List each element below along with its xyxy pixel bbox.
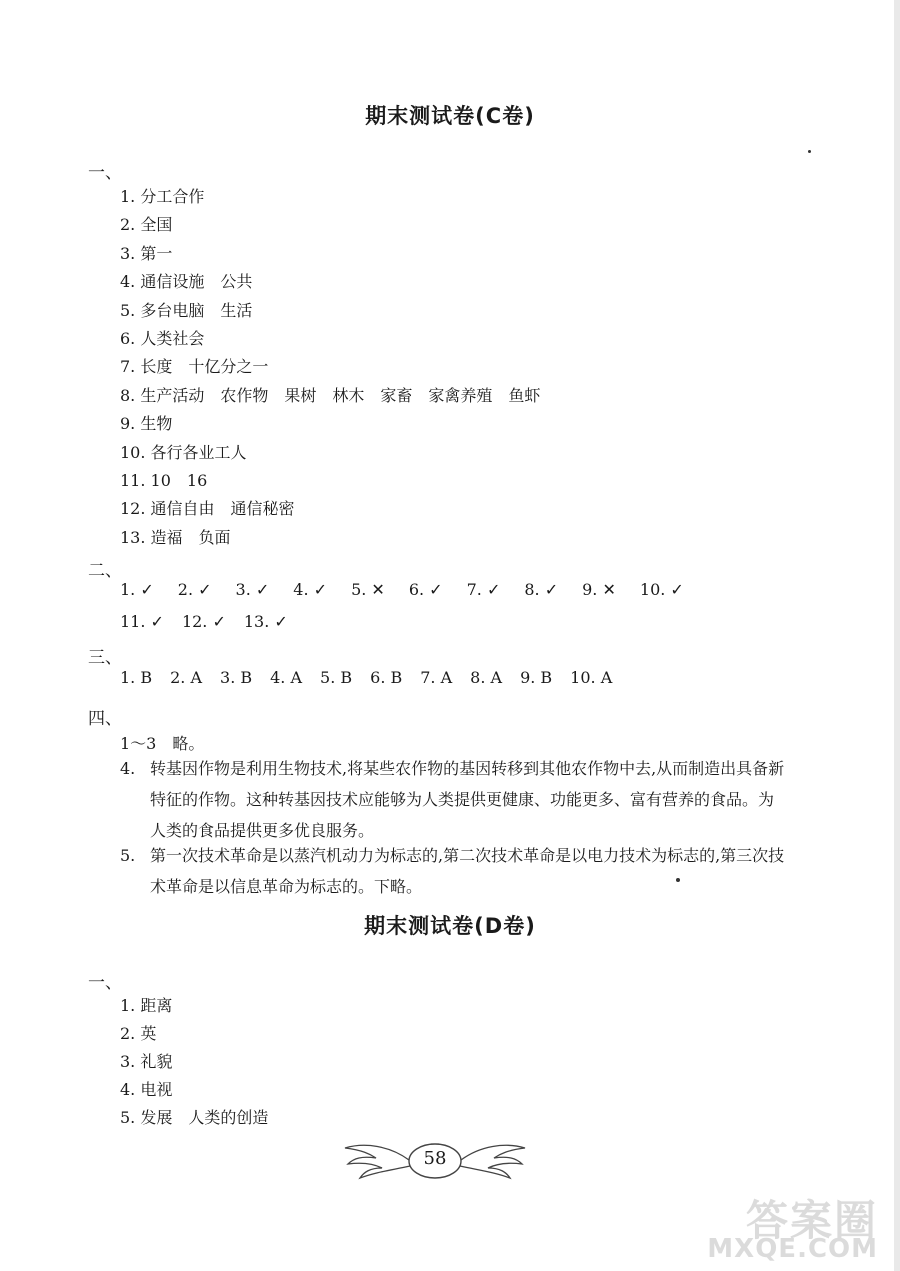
true-false-answer: 3. ✓ — [235, 580, 270, 599]
part4-line1: 1～3 略。 — [120, 734, 205, 753]
true-false-answer: 12. ✓ — [181, 612, 226, 631]
choice-answer: 6. B — [370, 668, 403, 687]
q5-number: 5. — [120, 846, 136, 865]
answer-item: 6. 人类社会 — [120, 329, 205, 348]
true-false-answer: 11. ✓ — [120, 612, 164, 631]
answer-item: 11. 10 16 — [120, 471, 208, 490]
answer-item: 3. 第一 — [120, 243, 173, 263]
q4-number: 4. — [120, 759, 136, 778]
speck — [676, 878, 680, 882]
page-number: 58 — [423, 1148, 447, 1169]
true-false-answer: 6. ✓ — [408, 580, 443, 599]
choice-answer: 9. B — [520, 668, 553, 687]
true-false-answer: 7. ✓ — [466, 580, 501, 599]
part4-question-5 — [120, 840, 788, 902]
watermark-logo — [688, 1188, 888, 1268]
answer-item: 9. 生物 — [120, 414, 173, 434]
section-c-title: 期末测试卷(C卷) — [365, 104, 535, 128]
section-d-part1-label: 一、 — [88, 973, 122, 993]
watermark-text-1: 答案圈 — [745, 1196, 878, 1245]
speck — [808, 150, 811, 153]
section-c-part2-label: 二、 — [88, 561, 122, 581]
section-c-part4-label: 四、 — [88, 709, 122, 729]
choice-answer: 1. B — [120, 668, 153, 687]
true-false-answer: 1. ✓ — [120, 580, 154, 599]
true-false-answer: 2. ✓ — [177, 580, 212, 599]
answer-item: 10. 各行各业工人 — [120, 442, 247, 462]
section-d-title: 期末测试卷(D卷) — [364, 914, 536, 938]
true-false-answer: 8. ✓ — [524, 580, 559, 599]
q4-answer-text: 转基因作物是利用生物技术,将某些农作物的基因转移到其他农作物中去,从而制造出具备新特征的作物。这种转基因技术应能够为人类提供更健康、功能更多、富有营养的食品。为人类的食品提供更多优良服务。 — [150, 759, 785, 840]
true-false-row-1 — [120, 580, 708, 599]
answer-item: 5. 多台电脑 生活 — [120, 300, 253, 320]
answer-item: 5. 发展 人类的创造 — [120, 1108, 269, 1127]
answer-item: 4. 通信设施 公共 — [120, 272, 253, 292]
choice-answer: 2. A — [170, 668, 203, 687]
section-c-part1-label: 一、 — [88, 163, 122, 183]
true-false-answer: 10. ✓ — [639, 580, 684, 599]
answer-item: 4. 电视 — [120, 1080, 173, 1099]
choice-answer: 4. A — [270, 668, 303, 687]
watermark-text-2: MXQE.COM — [707, 1234, 878, 1264]
true-false-answer: 13. ✓ — [243, 612, 288, 631]
part4-question-4 — [120, 753, 788, 846]
choice-answer: 3. B — [220, 668, 253, 687]
answer-item: 7. 长度 十亿分之一 — [120, 357, 269, 377]
true-false-row-2 — [120, 612, 306, 631]
answer-item: 8. 生产活动 农作物 果树 林木 家畜 家禽养殖 鱼虾 — [120, 385, 541, 405]
page-edge — [894, 0, 900, 1271]
choice-answer: 10. A — [570, 668, 613, 687]
answer-item: 12. 通信自由 通信秘密 — [120, 499, 295, 519]
section-c-part3-label: 三、 — [88, 648, 122, 668]
multiple-choice-row — [120, 668, 630, 687]
true-false-answer: 5. ✕ — [351, 580, 385, 599]
answer-item: 2. 英 — [120, 1024, 157, 1043]
choice-answer: 7. A — [420, 668, 453, 687]
q5-answer-text: 第一次技术革命是以蒸汽机动力为标志的,第二次技术革命是以电力技术为标志的,第三次技术革命是以信息革命为标志的。下略。 — [150, 846, 785, 896]
choice-answer: 8. A — [470, 668, 503, 687]
answer-item: 13. 造福 负面 — [120, 527, 231, 547]
choice-answer: 5. B — [320, 668, 353, 687]
answer-item: 3. 礼貌 — [120, 1052, 173, 1071]
true-false-answer: 4. ✓ — [293, 580, 328, 599]
true-false-answer: 9. ✕ — [582, 580, 616, 599]
page-number-ornament — [340, 1136, 530, 1186]
answer-item: 1. 距离 — [120, 996, 173, 1015]
answer-item: 2. 全国 — [120, 215, 173, 235]
answer-item: 1. 分工合作 — [120, 187, 205, 206]
